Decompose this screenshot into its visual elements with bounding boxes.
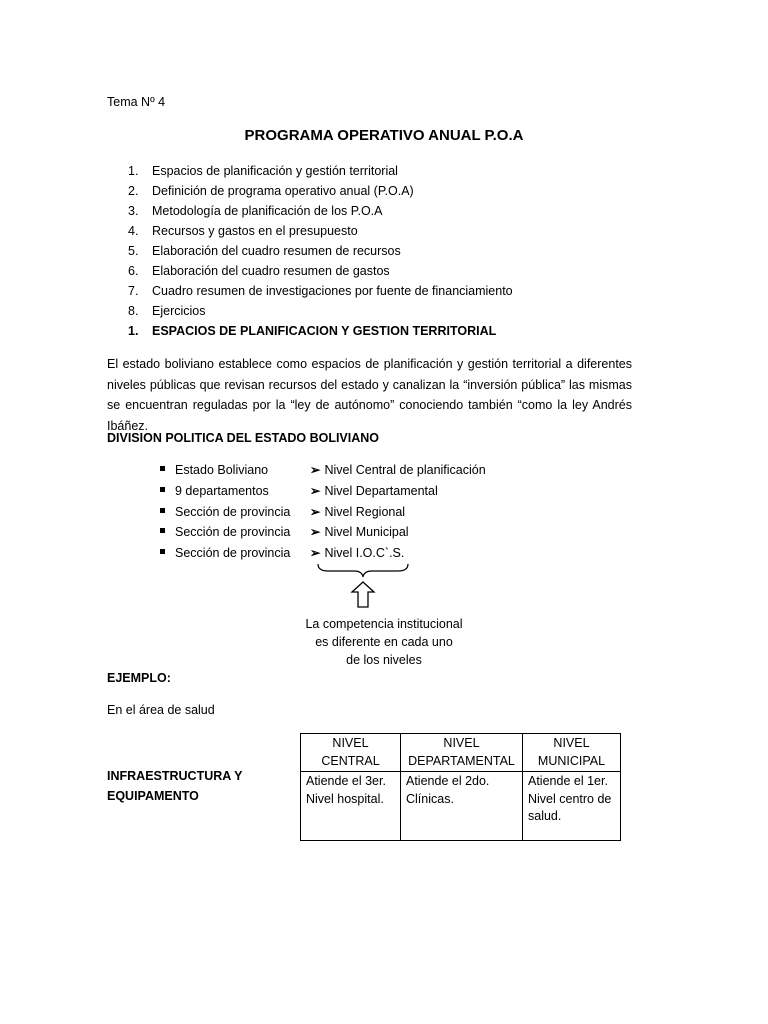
square-bullet-icon	[160, 528, 165, 533]
toc-item: 6. Elaboración del cuadro resumen de gastos	[128, 264, 390, 278]
document-page: Tema Nº 4 PROGRAMA OPERATIVO ANUAL P.O.A 1. Espacios de planificación y gestión territorial 2. Definición de programa operativo anual (P.O.A) 3. Metodología de planificación de los P.O.A 4. Recursos y gastos en el presupuesto 5. Elaboración del cuadro resumen de recursos 6. Elaboración del cuadro resumen de gastos 7. Cuadro resumen de investigaciones por fuente de financiamiento 8. Ejercicios 1. ESPACIOS DE PLANIFICACION Y GESTION TERRITORIAL El estado boliviano establece como espacios de planificación y gestión territorial a diferentes niveles públicas que revisan recursos del estado y canalizan la “inversión pública” las mismas se encuentran reguladas por la “ley de autónomo” conociendo también “como la ley Andrés Ibáñez. DIVISION POLITICA DEL ESTADO BOLIVIANO Estado Boliviano ➢ Nivel Central de planificación 9 departamentos ➢ Nivel Departamental Sección de provincia ➢ Nivel Regional Sección de provincia ➢ Nivel Municipal Sección de provincia ➢ Nivel I.O.C`.S. La competencia institucional es diferente en cada uno de los niveles EJEMPLO: En el área de salud INFRAESTRUCTURA Y EQUIPAMENTO NIVEL CENTRAL NIVEL DEPARTAMENTAL NIVEL MUNICIPAL Atiende el 3er. Nivel hospital. Atiende el 2do. Clínicas. Atiende el 1er. Nivel centro de salud.	[0, 0, 768, 1024]
toc-item: 7. Cuadro resumen de investigaciones por fuente de financiamiento	[128, 284, 513, 298]
table-header-row	[301, 734, 621, 772]
square-bullet-icon	[160, 508, 165, 513]
row-label: INFRAESTRUCTURA Y EQUIPAMENTO	[107, 769, 243, 803]
section-heading: 1. ESPACIOS DE PLANIFICACION Y GESTION TERRITORIAL	[128, 324, 497, 338]
division-heading: DIVISION POLITICA DEL ESTADO BOLIVIANO	[107, 431, 380, 445]
intro-paragraph: El estado boliviano establece como espacios de planificación y gestión territorial a diferentes niveles públicas que revisan recursos del estado y canalizan la “inversión pública” las mismas se encuentran reguladas por la “ley de autónomo” conociendo también “como la ley Andrés Ibáñez.	[107, 357, 632, 433]
toc-item: 3. Metodología de planificación de los P.O.A	[128, 204, 383, 218]
arrowhead-icon: ➢	[310, 525, 321, 540]
toc-item: 8. Ejercicios	[128, 304, 206, 318]
table-header-cell: NIVEL CENTRAL	[301, 734, 401, 772]
topic-number: Tema Nº 4	[107, 95, 166, 109]
toc-item: 4. Recursos y gastos en el presupuesto	[128, 224, 358, 238]
table-cell: Atiende el 3er. Nivel hospital.	[301, 772, 401, 841]
square-bullet-icon	[160, 487, 165, 492]
table-header-cell: NIVEL MUNICIPAL	[523, 734, 621, 772]
square-bullet-icon	[160, 466, 165, 471]
arrowhead-icon: ➢	[310, 483, 321, 498]
toc-item: 2. Definición de programa operativo anual (P.O.A)	[128, 184, 414, 198]
levels-table	[300, 733, 621, 841]
table-row	[301, 772, 621, 841]
example-area: En el área de salud	[107, 703, 215, 717]
example-heading: EJEMPLO:	[107, 671, 171, 685]
toc-item: 1. Espacios de planificación y gestión territorial	[128, 164, 398, 178]
page-title: PROGRAMA OPERATIVO ANUAL P.O.A	[244, 127, 524, 144]
square-bullet-icon	[160, 549, 165, 554]
table-of-contents	[128, 161, 513, 341]
table-cell: Atiende el 1er. Nivel centro de salud.	[523, 772, 621, 841]
table-cell: Atiende el 2do. Clínicas.	[401, 772, 523, 841]
competencia-note: La competencia institucional es diferente en cada uno de los niveles	[305, 617, 463, 667]
brace-arrow-icon	[316, 562, 410, 610]
arrowhead-icon: ➢	[310, 463, 321, 477]
arrowhead-icon: ➢	[310, 546, 321, 561]
arrowhead-icon: ➢	[310, 504, 321, 519]
table-header-cell: NIVEL DEPARTAMENTAL	[401, 734, 523, 772]
toc-item: 5. Elaboración del cuadro resumen de recursos	[128, 244, 401, 258]
